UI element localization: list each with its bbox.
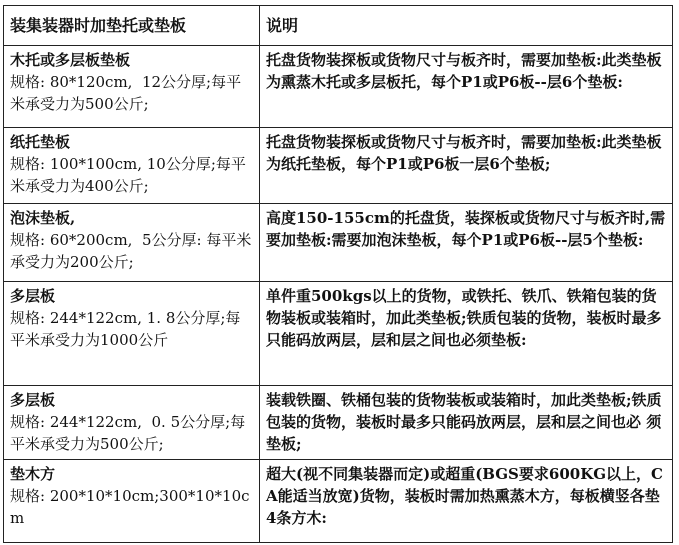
board-name: 纸托垫板 bbox=[10, 133, 71, 151]
board-cell bbox=[4, 386, 260, 460]
board-spec: 规格: 244*122cm, 1. 8公分厚;每平米承受力为1000公斤 bbox=[10, 309, 241, 349]
table-header-row bbox=[4, 6, 673, 46]
board-name: 多层板 bbox=[10, 287, 56, 305]
header-description: 说明 bbox=[260, 6, 673, 46]
table-row bbox=[4, 386, 673, 460]
board-name: 木托或多层板垫板 bbox=[10, 51, 131, 69]
table-row bbox=[4, 46, 673, 128]
description-cell bbox=[260, 128, 673, 204]
description-cell bbox=[260, 460, 673, 543]
board-description: 装载铁圈、铁桶包装的货物装板或装箱时，加此类垫板;铁质包装的货物，装板时最多只能码放两层，层和层之间也必 须垫板; bbox=[266, 391, 662, 453]
board-spec: 规格: 80*120cm, 12公分厚;每平米承受力为500公斤; bbox=[10, 73, 242, 113]
description-cell bbox=[260, 204, 673, 282]
board-name: 多层板 bbox=[10, 391, 56, 409]
board-cell bbox=[4, 204, 260, 282]
board-description: 托盘货物装探板或货物尺寸与板齐时，需要加垫板:此类垫板为纸托垫板，每个P1或P6板一层6个垫板; bbox=[266, 133, 662, 173]
board-description: 托盘货物装探板或货物尺寸与板齐时，需要加垫板:此类垫板为熏蒸木托或多层板托，每个P1或P6板--层6个垫板: bbox=[266, 51, 662, 91]
table-row bbox=[4, 460, 673, 543]
board-description: 高度150-155cm的托盘货，装探板或货物尺寸与板齐时,需要加垫板:需要加泡沫垫板，每个P1或P6板--层5个垫板: bbox=[266, 209, 666, 249]
board-cell bbox=[4, 460, 260, 543]
board-spec: 规格: 100*100cm, 10公分厚;每平米承受力为400公斤; bbox=[10, 155, 246, 195]
board-name: 泡沫垫板, bbox=[10, 209, 76, 227]
board-cell bbox=[4, 128, 260, 204]
table-row bbox=[4, 128, 673, 204]
table-row bbox=[4, 204, 673, 282]
board-cell bbox=[4, 46, 260, 128]
board-spec: 规格: 244*122cm, 0. 5公分厚;每平米承受力为500公斤; bbox=[10, 413, 246, 453]
description-cell bbox=[260, 46, 673, 128]
board-cell bbox=[4, 282, 260, 386]
description-cell bbox=[260, 282, 673, 386]
description-cell bbox=[260, 386, 673, 460]
board-spec: 规格: 60*200cm, 5公分厚: 每平米承受力为200公斤; bbox=[10, 231, 252, 271]
header-board-type: 装集装器时加垫托或垫板 bbox=[4, 6, 260, 46]
board-spec: 规格: 200*10*10cm;300*10*10cm bbox=[10, 487, 250, 527]
board-name: 垫木方 bbox=[10, 465, 56, 483]
table-row bbox=[4, 282, 673, 386]
board-description: 单件重500kgs以上的货物，或铁托、铁爪、铁箱包装的货物装板或装箱时，加此类垫板;铁质包装的货物，装板时最多只能码放两层，层和层之间也必须垫板: bbox=[266, 287, 662, 349]
pallet-board-table bbox=[3, 5, 673, 543]
board-description: 超大(视不同集装器而定)或超重(BGS要求600KG以上，CA能适当放宽)货物，装板时需加热熏蒸木方，每板横竖各垫4条方木: bbox=[266, 465, 663, 527]
